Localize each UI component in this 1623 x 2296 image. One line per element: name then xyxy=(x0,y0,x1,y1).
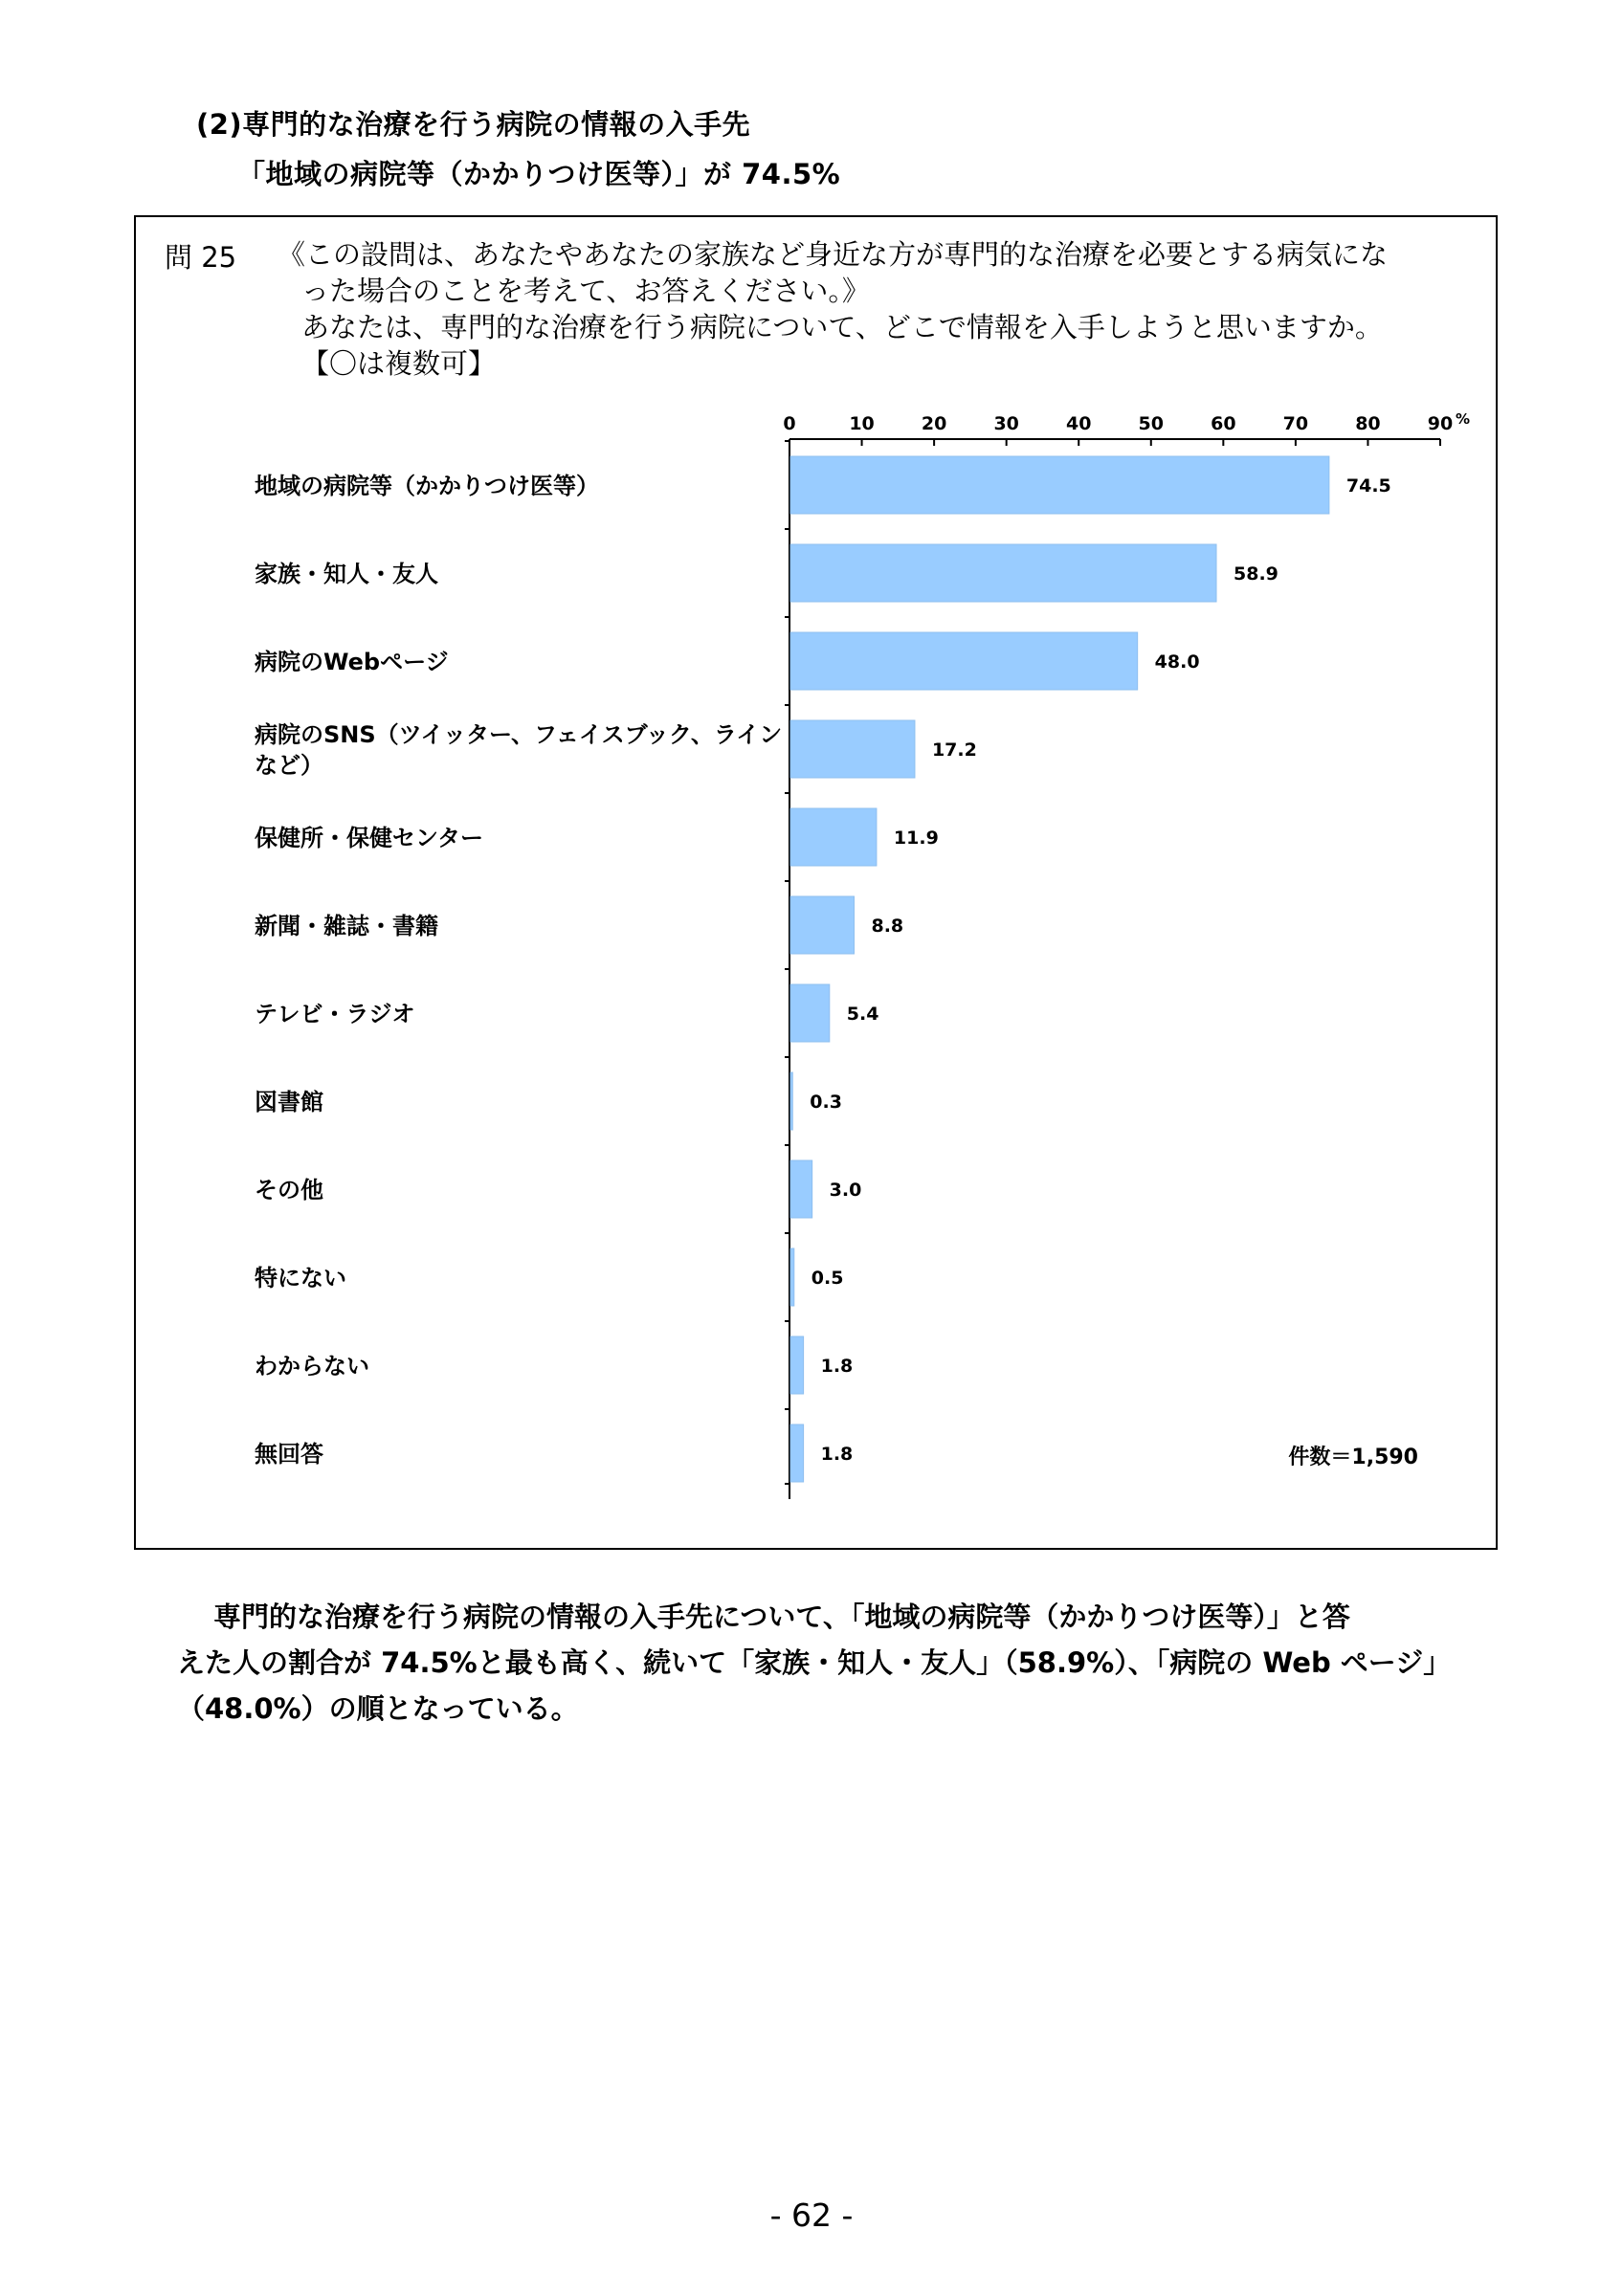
bar xyxy=(790,1424,804,1482)
bar xyxy=(790,720,915,778)
bar xyxy=(790,544,1216,602)
value-label: 17.2 xyxy=(931,740,977,761)
value-label: 11.9 xyxy=(893,828,939,849)
section-subtitle: 「地域の病院等（かかりつけ医等）」が 74.5% xyxy=(237,158,841,190)
category-label: 保健所・保健センター xyxy=(255,825,484,851)
question-line: 《この設問は、あなたやあなたの家族など身近な方が専門的な治療を必要とする病気にな xyxy=(278,238,1389,271)
value-label: 0.3 xyxy=(810,1092,842,1113)
bar-chart xyxy=(136,217,1496,1548)
category-label: テレビ・ラジオ xyxy=(255,1001,415,1027)
bar xyxy=(790,984,830,1042)
x-tick-label: 60 xyxy=(1211,413,1236,434)
bar xyxy=(790,1248,794,1306)
category-label: など） xyxy=(255,752,323,779)
summary-line: 専門的な治療を行う病院の情報の入手先について、「地域の病院等（かかりつけ医等）」と答 xyxy=(213,1601,1350,1633)
category-label: 家族・知人・友人 xyxy=(255,561,438,587)
value-label: 1.8 xyxy=(820,1356,854,1377)
unit-label: % xyxy=(1456,410,1471,428)
category-label: わからない xyxy=(255,1353,369,1380)
bar xyxy=(790,1160,812,1218)
value-label: 1.8 xyxy=(820,1444,854,1465)
x-tick-label: 40 xyxy=(1065,413,1092,434)
question-line: った場合のことを考えて、お答えください。》 xyxy=(301,275,870,307)
x-tick-label: 20 xyxy=(921,413,947,434)
question-line: 【〇は複数可】 xyxy=(301,347,497,380)
x-tick-label: 0 xyxy=(783,413,796,434)
bar xyxy=(790,632,1138,690)
bar xyxy=(790,1336,804,1394)
question-line: あなたは、専門的な治療を行う病院について、どこで情報を入手しようと思いますか。 xyxy=(301,311,1383,343)
category-label: 無回答 xyxy=(255,1441,323,1468)
summary-text xyxy=(177,1594,1478,1732)
value-label: 8.8 xyxy=(871,916,904,937)
category-label: 病院のSNS（ツイッター、フェイスブック、ライン xyxy=(255,721,783,748)
x-tick-label: 80 xyxy=(1355,413,1381,434)
question-box xyxy=(134,215,1498,1550)
category-label: 特にない xyxy=(255,1265,346,1292)
page-number: - 62 - xyxy=(769,2197,854,2234)
value-label: 48.0 xyxy=(1154,651,1200,673)
bar xyxy=(790,808,877,866)
value-label: 3.0 xyxy=(829,1180,862,1201)
summary-line: えた人の割合が 74.5%と最も高く、続いて「家族・知人・友人」（58.9%）、「病院の Web ページ」 xyxy=(177,1646,1452,1679)
x-tick-label: 10 xyxy=(849,413,875,434)
category-label: 新聞・雑誌・書籍 xyxy=(255,913,438,939)
value-label: 58.9 xyxy=(1234,563,1278,585)
x-tick-label: 90 xyxy=(1427,413,1454,434)
bar xyxy=(790,456,1329,514)
question-number: 問 25 xyxy=(165,241,237,274)
bar xyxy=(790,896,854,954)
category-label: その他 xyxy=(255,1177,323,1203)
category-label: 病院のWebページ xyxy=(255,649,449,675)
section-heading: (2)専門的な治療を行う病院の情報の入手先 xyxy=(196,108,751,141)
value-label: 0.5 xyxy=(811,1268,844,1289)
count-note: 件数＝1,590 xyxy=(1288,1446,1418,1469)
x-tick-label: 30 xyxy=(993,413,1019,434)
value-label: 5.4 xyxy=(846,1004,879,1025)
x-tick-label: 50 xyxy=(1138,413,1165,434)
value-label: 74.5 xyxy=(1345,475,1391,497)
summary-line: （48.0%）の順となっている。 xyxy=(177,1692,579,1725)
x-tick-label: 70 xyxy=(1282,413,1309,434)
bar xyxy=(790,1072,792,1130)
category-label: 図書館 xyxy=(255,1089,323,1115)
category-label: 地域の病院等（かかりつけ医等） xyxy=(255,473,599,499)
